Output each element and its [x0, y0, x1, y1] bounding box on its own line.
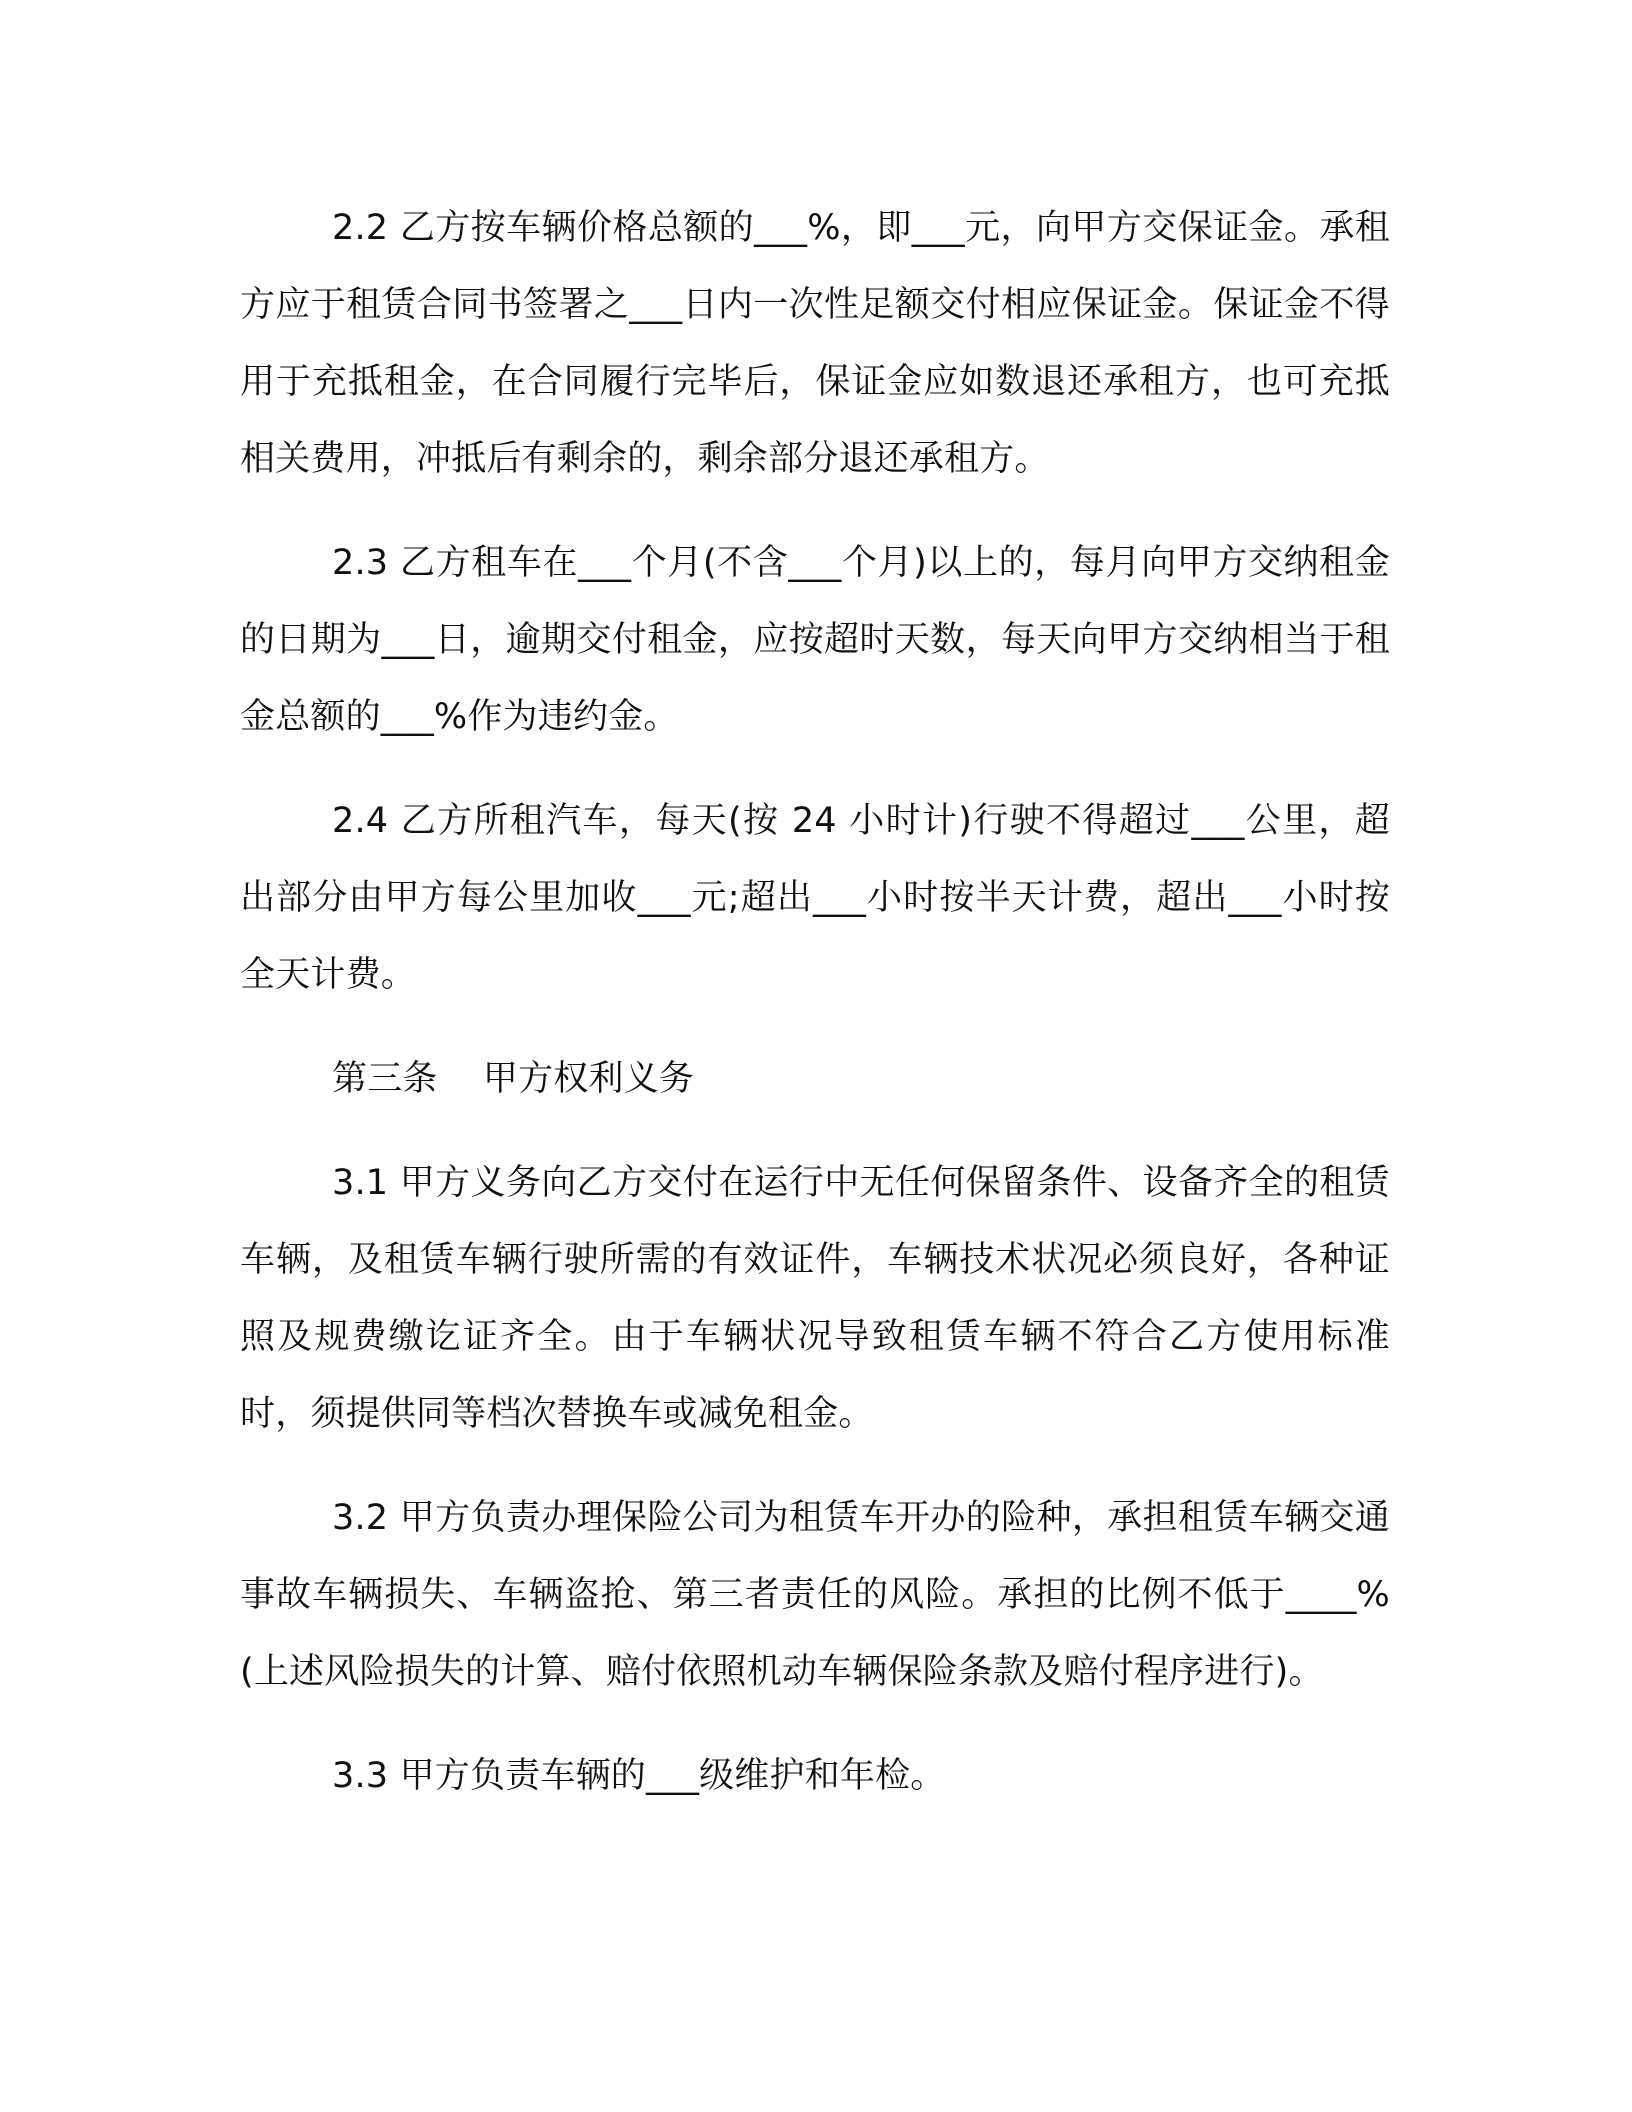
clause-2-3: 2.3 乙方租车在___个月(不含___个月)以上的，每月向甲方交纳租金的日期为___日，逾期交付租金，应按超时天数，每天向甲方交纳相当于租金总额的___%作为违约金。	[240, 543, 1390, 737]
clause-3-3: 3.3 甲方负责车辆的___级维护和年检。	[332, 1756, 946, 1796]
clause-2-2: 2.2 乙方按车辆价格总额的___%，即___元，向甲方交保证金。承租方应于租赁合同书签署之___日内一次性足额交付相应保证金。保证金不得用于充抵租金，在合同履行完毕后，保证金应如数退还承租方，也可充抵相关费用，冲抵后有剩余的，剩余部分退还承租方。	[240, 208, 1390, 479]
clause-2-4: 2.4 乙方所租汽车，每天(按 24 小时计)行驶不得超过___公里，超出部分由甲方每公里加收___元;超出___小时按半天计费，超出___小时按全天计费。	[240, 801, 1390, 995]
clause-3-2: 3.2 甲方负责办理保险公司为租赁车开办的险种，承担租赁车辆交通事故车辆损失、车辆盗抢、第三者责任的风险。承担的比例不低于____%(上述风险损失的计算、赔付依照机动车辆保险条款及赔付程序进行)。	[240, 1498, 1390, 1692]
document-body	[240, 190, 1390, 1842]
article-3-heading: 第三条 甲方权利义务	[332, 1059, 695, 1099]
clause-3-1: 3.1 甲方义务向乙方交付在运行中无任何保留条件、设备齐全的租赁车辆，及租赁车辆行驶所需的有效证件，车辆技术状况必须良好，各种证照及规费缴讫证齐全。由于车辆状况导致租赁车辆不符合乙方使用标准时，须提供同等档次替换车或减免租金。	[240, 1163, 1390, 1434]
